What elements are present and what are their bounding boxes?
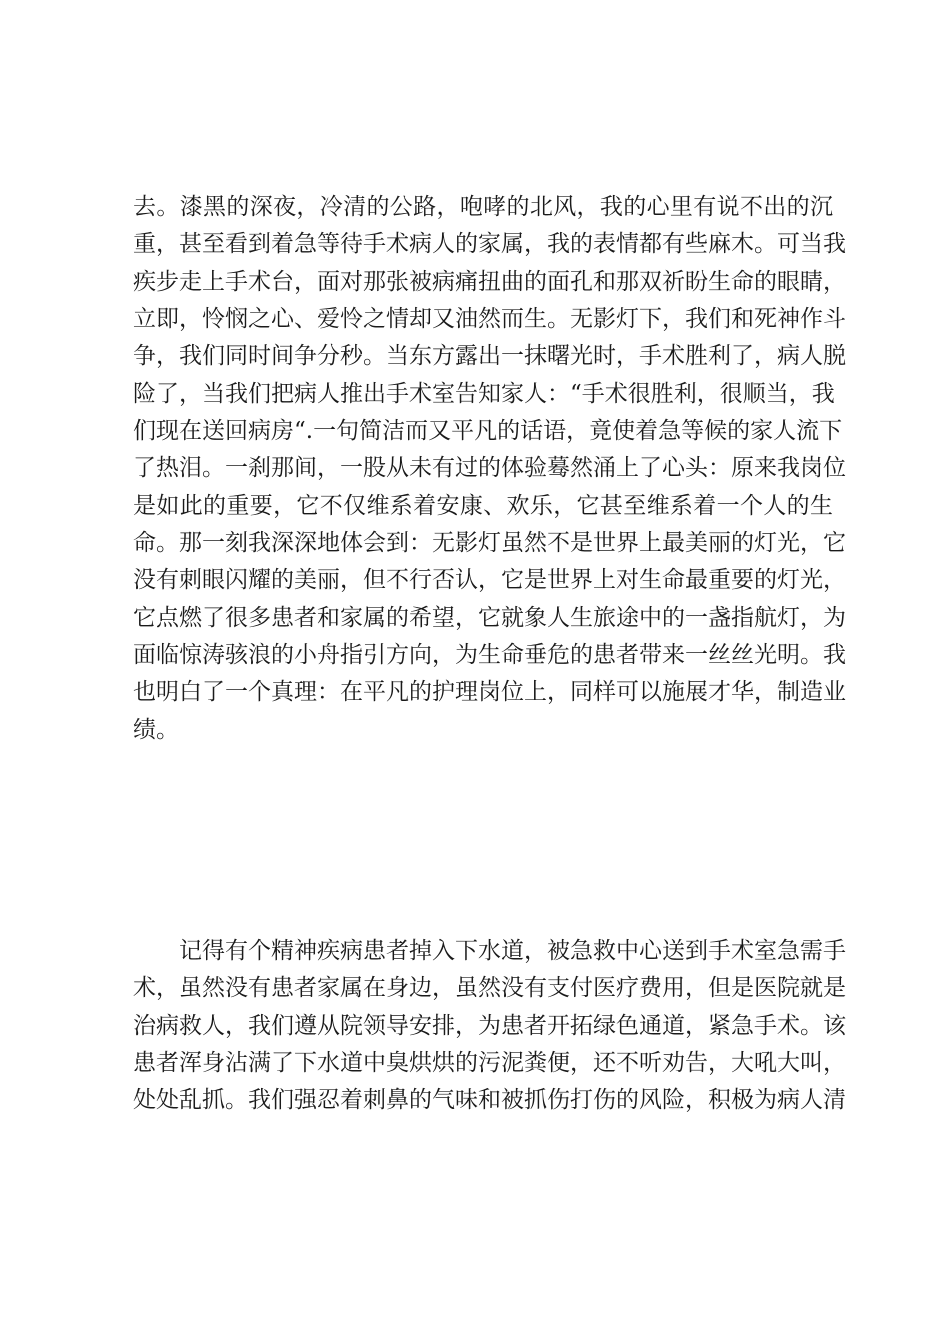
text-line: 命。那一刻我深深地体会到：无影灯虽然不是世界上最美丽的灯光，它 xyxy=(133,530,846,557)
text-line: 绩。 xyxy=(133,716,179,743)
text-line: 术，虽然没有患者家属在身边，虽然没有支付医疗费用，但是医院就是 xyxy=(133,975,846,1002)
paragraph-1 xyxy=(133,189,846,749)
text-line: 立即，怜悯之心、爱怜之情却又油然而生。无影灯下，我们和死神作斗 xyxy=(133,306,846,333)
text-line: 处处乱抓。我们强忍着刺鼻的气味和被抓伤打伤的风险，积极为病人清 xyxy=(133,1087,846,1114)
text-line: 去。漆黑的深夜，冷清的公路，咆哮的北风，我的心里有说不出的沉 xyxy=(133,194,833,220)
text-line: 险了，当我们把病人推出手术室告知家人：“手术很胜利，很顺当，我 xyxy=(133,380,835,407)
text-line: 没有刺眼闪耀的美丽，但不行否认，它是世界上对生命最重要的灯光， xyxy=(133,567,846,594)
text-line: 也明白了一个真理：在平凡的护理岗位上，同样可以施展才华，制造业 xyxy=(133,679,846,706)
text-line: 记得有个精神疾病患者掉入下水道，被急救中心送到手术室急需手 xyxy=(179,938,846,964)
text-line: 是如此的重要，它不仅维系着安康、欢乐，它甚至维系着一个人的生 xyxy=(133,492,833,519)
paragraph-2 xyxy=(133,933,846,1120)
text-line: 重，甚至看到着急等待手术病人的家属，我的表情都有些麻木。可当我 xyxy=(133,231,846,258)
text-line: 患者浑身沾满了下水道中臭烘烘的污泥粪便，还不听劝告，大吼大叫， xyxy=(133,1050,846,1077)
text-line: 面临惊涛骇浪的小舟指引方向，为生命垂危的患者带来一丝丝光明。我 xyxy=(133,642,846,669)
text-line: 它点燃了很多患者和家属的希望，它就象人生旅途中的一盏指航灯，为 xyxy=(133,604,846,631)
text-line: 了热泪。一刹那间，一股从未有过的体验蓦然涌上了心头：原来我岗位 xyxy=(133,455,846,482)
text-line: 们现在送回病房“.一句简洁而又平凡的话语，竟使着急等候的家人流下 xyxy=(133,418,843,445)
text-line: 治病救人，我们遵从院领导安排，为患者开拓绿色通道，紧急手术。该 xyxy=(133,1012,846,1039)
text-line: 疾步走上手术台，面对那张被病痛扭曲的面孔和那双祈盼生命的眼睛， xyxy=(133,268,846,295)
text-line: 争，我们同时间争分秒。当东方露出一抹曙光时，手术胜利了，病人脱 xyxy=(133,343,846,370)
